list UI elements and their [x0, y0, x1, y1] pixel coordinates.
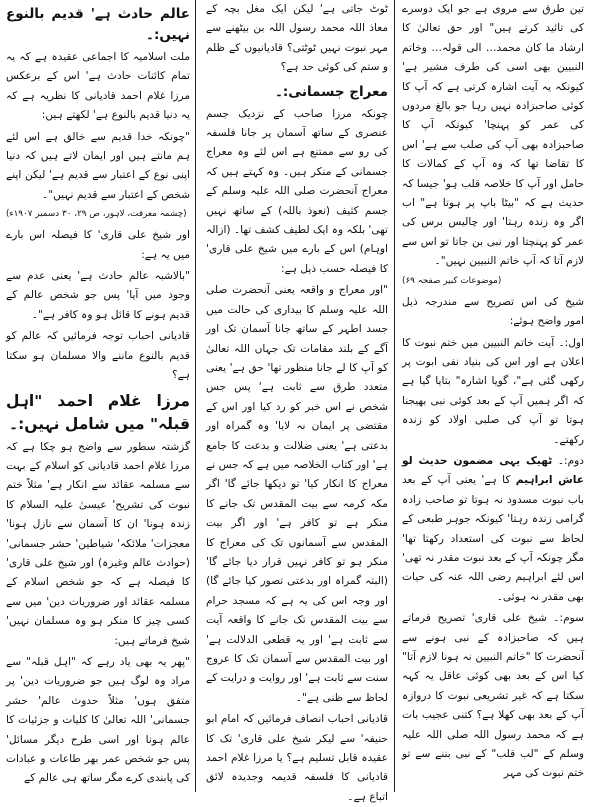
section-heading: معراج جسمانی:۔	[274, 83, 388, 100]
paragraph: اول:۔ آیت خاتم النبیین میں ختم نبوت کا اعلان ہے اور اس کی بنیاد نفی ابوت پر رکھی گئی ہے"، گویا اشارہ" بتایا گیا ہے کہ اگر ہمیں آپ کے بعد کوئی نبی بھیجنا ہوتا تو آپ کی صلبی اولاد کو زندہ رکھتے۔	[402, 336, 584, 446]
left-column	[2, 0, 194, 792]
paragraph: قادیانی احباب توجہ فرمائیں کہ عالم کو قدیم بالنوع ماننے والا مسلمان ہو سکتا ہے؟	[6, 330, 190, 382]
section-heading: عالم حادث ہے' قدیم بالنوع نہیں:۔	[6, 6, 190, 43]
quotation: "چونکہ خدا قدیم سے خالق ہے اس لئے ہم مانتے ہیں اور ایمان لاتے ہیں کہ دنیا اپنی نوع کے اعتبار سے قدیم ہے' لیکن اپنے شخص کے اعتبار سے قدیم نہیں"۔	[6, 130, 190, 201]
emphasized-text: ٹھیک یہی مضمون حدیث لو عاش ابراہیم	[402, 454, 584, 487]
paragraph: شیخ کی اس تصریح سے مندرجہ ذیل امور واضح ہوئے:	[402, 295, 584, 328]
paragraph: اور شیخ علی قاری' کا فیصلہ اس بارے میں یہ ہے:	[6, 229, 190, 261]
quotation: "پھر یہ بھی یاد رہے کہ "اہل قبلہ" سے مراد وہ لوگ ہیں جو ضروریات دین' پر متفق ہوں' مثلاً حدوث عالم' حشر جسمانی' اللہ تعالیٰ کا کلیات و جزئیات کا عالم ہونا اور اسی طرح دیگر مسائل' پس جو شخص عمر بھر طاعات و عبادات کی پابندی کرے مگر ساتھ ہی عالم کے	[6, 655, 190, 785]
middle-column	[202, 0, 392, 803]
reference-note: (موضوعات کبیر صفحہ ۶۹)	[402, 275, 502, 286]
paragraph: سوم:۔ شیخ علی قاری' تصریح فرماتے ہیں کہ صاحبزادہ کے نبی ہونے سے آنحضرت کا "خاتم النبیین نہ ہونا لازم آتا" کیا اس کے بعد بھی کوئی عاقل یہ کہہ سکتا ہے کہ غیر تشریعی نبوت کا دروازہ آپ کے بعد بھی کھلا ہے؟ کتنی عجیب بات ہے کہ محمد رسول اللہ صلی اللہ علیہ وسلم کے "لب قلب" کے نبی بننے سے تو ختم نبوت کی مہر	[402, 612, 584, 780]
right-column	[398, 0, 588, 792]
quotation: "اور معراج و واقعہ یعنی آنحضرت صلی اللہ علیہ وسلم کا بیداری کی حالت میں جسد اطہر کے ساتھ جانا آسمان تک اور آگے کے بلند مقامات تک جہاں اللہ تعالیٰ کو آپ کا لے جانا منظور تھا' حق ہے' یعنی متعدد طرق سے ثابت ہے' پس جس شخص نے اس خبر کو رد کیا اور اس کے مقتضی پر ایمان نہ لایا' وہ گمراہ اور بدعتی ہے' یعنی ضلالت و بدعت کا جامع ہے' اور کتاب الخلاصہ میں ہے کہ جس نے معراج کا انکار کیا' تو دیکھا جائے گا' اگر مکہ کرمہ سے بیت المقدس تک جانے کا منکر ہے تو کافر ہے' اور اگر بیت المقدس سے آسمانوں تک کی معراج کا منکر ہو تو کافر نہیں قرار دیا جائے گا' (البتہ گمراہ اور بدعتی تصور کیا جائے گا) اور وجہ اس کی یہ ہے کہ مسجد حرام سے بیت المقدس تک جانے کا واقعہ آیت سے ثابت ہے' اور یہ قطعی الدلالت ہے' اور بیت المقدس سے آسمان تک کا عروج سنت سے ثابت ہے' اور روایت و درایت کے لحاظ سے ظنی ہے"۔	[206, 284, 388, 704]
paragraph: ٹوٹ جاتی ہے' لیکن ایک مغل بچہ کے معاذ اللہ محمد رسول اللہ بن بیٹھنے سے مہر نبوت نہیں ٹوٹتی؟ قادیانیوں کے ظلم و ستم کی کوئی حد ہے؟	[206, 3, 388, 74]
paragraph-text: کا ہے' یعنی آپ کے بعد باب نبوت مسدود نہ ہوتا تو صاحب زادہ گرامی زندہ رہتا' کیونکہ جوہر طبعی کے لحاظ سے نبوت کی استعداد رکھتا تھا' مگر چونکہ آپ کے بعد نبوت مقدر نہ تھی' اس لئے ابراہیم رضی اللہ عنہ کی حیات بھی مقدر نہ ہوئی۔	[402, 474, 584, 603]
paragraph: تین طرق سے مروی ہے جو ایک دوسرے کی تائید کرتے ہیں" اور حق تعالیٰ کا ارشاد ما کان محمد… الی قولہ… وخاتم النبیین بھی اسی کی طرف مشیر ہے' کیونکہ یہ آیت اشارہ کرتی ہے کہ آپ کا کوئی صاحبزادہ نہیں رہا جو بالغ مردوں کی عمر کو پہنچا' کیونکہ آپ کا صاحبزادہ بھی آپ کی صلب سے ہے' اس کا تقاضا تھا کہ وہ آپ کے کمالات کا حامل اور آپ کا خلاصہ قلب ہو' جیسا کہ حدیث ہے کہ "بیٹا باپ پر ہوتا ہے" اب اگر وہ زندہ رہتا' اور چالیس برس کی عمر کو پہنچتا اور نبی بن جاتا تو اس سے لازم آتا کہ آپ خاتم النبیین نہیں"۔	[402, 3, 584, 268]
paragraph: گزشتہ سطور سے واضح ہو چکا ہے کہ مرزا غلام احمد قادیانی کو اسلام کے بہت سے مسلمہ عقائد سے انکار ہے' مثلاً ختم نبوت کی تشریح' عیسیٰ علیہ السلام کا زندہ ہونا' ان کا آسمان سے نازل ہونا' معجزات' ملائکہ' شیاطین' حشر جسمانی' (حوادث عالم وغیرہ) اور شیخ علی قاری' کا فیصلہ ہے کہ جو شخص اسلام کے مسلمہ عقائد اور ضروریات دین' میں سے کسی چیز کا منکر ہو وہ مسلمان نہیں' شیخ فرماتے ہیں:	[6, 440, 190, 647]
point-label: دوم:۔	[557, 454, 584, 467]
paragraph: چونکہ مرزا صاحب کے نزدیک جسم عنصری کے ساتھ آسمان پر جانا فلسفہ کی رو سے ممتنع ہے اس لئے وہ معراج جسمانی کے منکر ہیں۔ وہ کہتے ہیں کہ معراج آنحضرت صلی اللہ علیہ وسلم کے جسم کثیف (نعوذ باللہ) کے ساتھ نہیں تھی' بلکہ وہ ایک لطیف کشف تھا۔ (ازالہ اوہام) اس کے بارے میں شیخ علی قاری' کا فیصلہ حسب ذیل ہے:	[206, 107, 388, 275]
paragraph: ملت اسلامیہ کا اجماعی عقیدہ ہے کہ یہ تمام کائنات حادث ہے' اس کے برعکس مرزا غلام احمد قادیانی کا نظریہ ہے کہ یہ دنیا قدیم بالنوع ہے' لکھتے ہیں:	[6, 51, 190, 122]
column-divider	[195, 0, 196, 792]
paragraph: قادیانی احباب انصاف فرمائیں کہ امام ابو حنیفہ' سے لیکر شیخ علی قاری' تک کا عقیدہ قابل تسلیم ہے؟ یا مرزا غلام احمد قادیانی کا فلسفہ قدیمہ وجدیدہ لائق اتباع ہے۔	[206, 713, 388, 803]
paragraph	[402, 452, 584, 607]
quotation: "بالاشبہ عالم حادث ہے' یعنی عدم سے وجود میں آیا' پس جو شخص عالم کے قدیم ہونے کا قائل ہو وہ کافر ہے"۔	[6, 270, 190, 321]
section-heading: مرزا غلام احمد "اہل قبلہ" میں شامل نہیں:۔	[6, 391, 190, 433]
reference-note: (چشمہ معرفت، لاہور، ص ۲۹، ۳۰ دسمبر ۱۹۰۷ء)	[6, 209, 187, 220]
column-divider	[394, 0, 395, 792]
